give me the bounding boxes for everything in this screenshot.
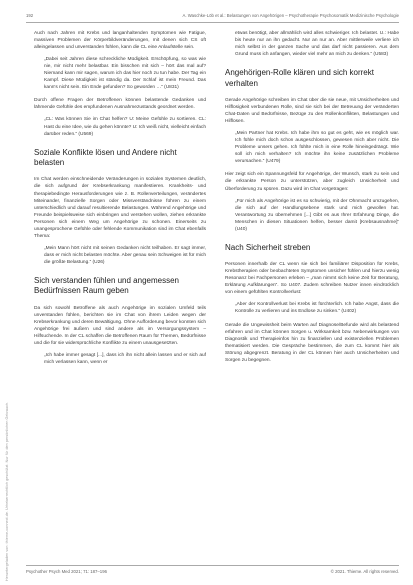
block-quote: etwas benötigt, aber allmählich wird alles schwieriger. Ich belastet. U.: Habe bis heute nur an ihn gedacht. Nur an nur an. Aber mittlerweile verliere ich mich selbst in der ganzen Sache und das darf nicht passieren. Aus dem Grund muss ich anfangen, wieder viel mehr an mich zu denken.“ (U583)	[235, 31, 399, 58]
paragraph: Gerade die Ungewissheit beim Warten auf Diagnose/Befunde wird als belastend erfahren und im Chat können Sorgen u. Wirksamkeit bzw. Nebenwirkungen von Diagnostik und Therapieinfos hin zu finanziellen und existenziellen Problemen thematisiert werden. Die Gespräche bestimmen, die zum CL kommt hier als Störung abgegrenzt. Beratung in der CL können hier auch Unsicherheiten und Sorgen zu begegnen.	[225, 322, 399, 363]
section-heading: Sich verstanden fühlen und angemessen Bedürfnissen Raum geben	[34, 275, 179, 296]
block-quote: „Mein Mann hört nicht mit seinen Gedanken nicht teilhaben. Er sagt immer, dass er mich nicht belasten möchte. Aber genau sein Schweigen ist für mich die größte Belastung.“ (U26)	[44, 245, 206, 265]
block-quote: „Mein Partner hat Krebs. Ich habe ihm so gut es geht, wie es möglich war. Ich fühle mich doch schon ausgeschlossen, gewesen mich aber nicht. Die Probleme unsers gehen. Ich fühlte mich in eine Rolle hineingedrängt. Wie soll ich mich verhalten? Ich möchte ihn keine zusätzlichen Probleme verursachen.“ (U479)	[235, 131, 399, 165]
section-heading: Nach Sicherheit streben	[225, 242, 311, 252]
block-quote: „Ich habe immer gesagt [...], dass ich ihn nicht allein lassen und er sich auf mich verlassen kann, wenn er	[44, 353, 206, 366]
paragraph: Gerade Angehörige schreiben im Chat über die sie neue, mit Unsicherheiten und Hilflosigkeit verbundenen Rolle, sind sie sich bei der Betreuung der veränderten Chat-Daten und Bedürfnisse, Bezüge zu den Rollenkonflikten, Belastungen und Hilflosen.	[225, 98, 399, 125]
left-column	[34, 30, 206, 372]
copyright-notice: © 2021. Thieme. All rights reserved.	[330, 569, 399, 574]
right-column	[225, 30, 399, 369]
block-quote: „Für mich als Angehörige ist es so schwierig, mit der Ohnmacht umzugehen, die sich auf der Handlungsebene stark und mich gewollen hat. Verantwortung zu übernehmen [...] Gibt es aus Ihrer Erfahrung Dinge, die Menschen in diesen Situationen helfen, besser damit [Krebsausnahme]“ (U40)	[235, 198, 399, 232]
download-notice: Heruntergeladen von: thieme-connect.de. Urheberrechtlich geschützt. Nur für den persönlichen Gebrauch.	[5, 401, 9, 581]
paragraph: Im Chat werden einschneidende Veränderungen in sozialen Systemen deutlich, die sich aufgrund der Krebserkrankung manifestieren. Krankheits- und therapiebedingte Herausforderungen wie z. B. Rollenverteilungen, verändertes Miteinander, finanzielle Sorgen oder Missverständnisse führen zu einem unterschiedlich und darauf resultierende Belastungen. Während Angehörige und Freunde beispielsweise sich einbringen und verstehen wollen, ziehen erkrankte Personen sich einem Weg um Angehörige zu schonen. Einerseits zu unangesprochene Gefühle oder fehlende Kommunikation sind im Chat ebenfalls Thema:	[34, 177, 206, 239]
section-heading: Angehörigen-Rolle klären und sich korrekt verhalten	[225, 68, 374, 88]
paragraph: Durch offene Fragen der Betroffenen können belastende Gedanken und lähmende Gefühle des empfundenen Ausnahmezustands geordnet werden.	[34, 98, 206, 111]
page-number: 192	[26, 13, 34, 18]
paragraph: Personen innerhalb der CL wenn sie sich bei familiärer Disposition für Krebs, Krebstherapien oder beobachteten Symptomen unsicher fühlen und hierzu wenig Resonanz bei Fachpersonen erleben – „man nimmt sich keine Zeit für Beratung, Erklärung Aufklärungen“. So U407. Zudem schreiben Nutzer innen eindrücklich von einem gefühlten Kontrollverlust:	[225, 262, 399, 296]
running-title: A. Waschke-Löb et al.: Belastungen von Angehörigen – Psychotherapie Psychosomatik Medizinische Psychologie	[182, 13, 399, 18]
paragraph: Da sich sowohl Betroffene als auch Angehörige im sozialen Umfeld teils unverstanden fühlen, berichten sie im Chat von ihrem Leiden wegen der Krebserkrankung und deren Bewältigung. Ohne Aufforderung bevor konnten sich Angehörige frei äußern und sind andere als im Versorgungssystem – Hilfsuchende. In der CL schaffen die Betroffenen Raum für Themen, Bedürfnisse und die für sie widersprüchliche Konflikte zu einem unausgesetzten.	[34, 305, 206, 347]
block-quote: „Aber der Kontrollverlust bei Krebs ist fürchterlich. Ich habe Angst, dass die Kontrolle zu verlieren und ins Endlose zu sinken.“ (U402)	[235, 302, 399, 315]
block-quote: „CL: Was können Sie im Chat helfen? U: Meine Gefühle zu sortieren. CL: Hast du eine Idee, wie du gehen könnte? U: Ich weiß nicht, vielleicht einfach darüber reden.“ (U569)	[44, 117, 206, 137]
running-header	[26, 10, 399, 23]
page-footer	[26, 565, 399, 574]
paragraph: Hier zeigt sich ein Spannungsfeld für Angehörige, der Wunsch, stark zu sein und die erkrankte Person zu unterstützen, aber zugleich Unsicherheit und Überforderung zu spüren. Dazu wird im Chat vorgetragen:	[225, 172, 399, 192]
section-heading: Soziale Konflikte lösen und Andere nicht belasten	[34, 147, 177, 168]
block-quote: „Dabei seit Jahren diese schreckliche Müdigkeit. Erschöpfung, so was wie nie, mir nicht mehr belastbar. Ein bisschen mit sich – hört das mal auf? Niemand kann mir sagen, warum ich das hier noch zu tun habe. Der Tag ein Kampf. Diese Müdigkeit ist ständig da. Der Schlaf ist mein Freund. Das kann's nicht sein. Ein Ende gefunden? So geworden …“ (U831)	[44, 57, 206, 91]
journal-citation: Psychother Psych Med 2021; 71: 187–196	[26, 569, 107, 574]
paragraph: Auch nach Jahren mit Krebs und langanhaltenden Symptomen wie Fatigue, massiven Problemen der Körperbildveränderungen, mit denen sich CS oft alleingelassen und unverstanden fühlen, kann die CL eine Anlaufstelle sein.	[34, 31, 206, 51]
vertical-side-margin	[0, 0, 14, 585]
